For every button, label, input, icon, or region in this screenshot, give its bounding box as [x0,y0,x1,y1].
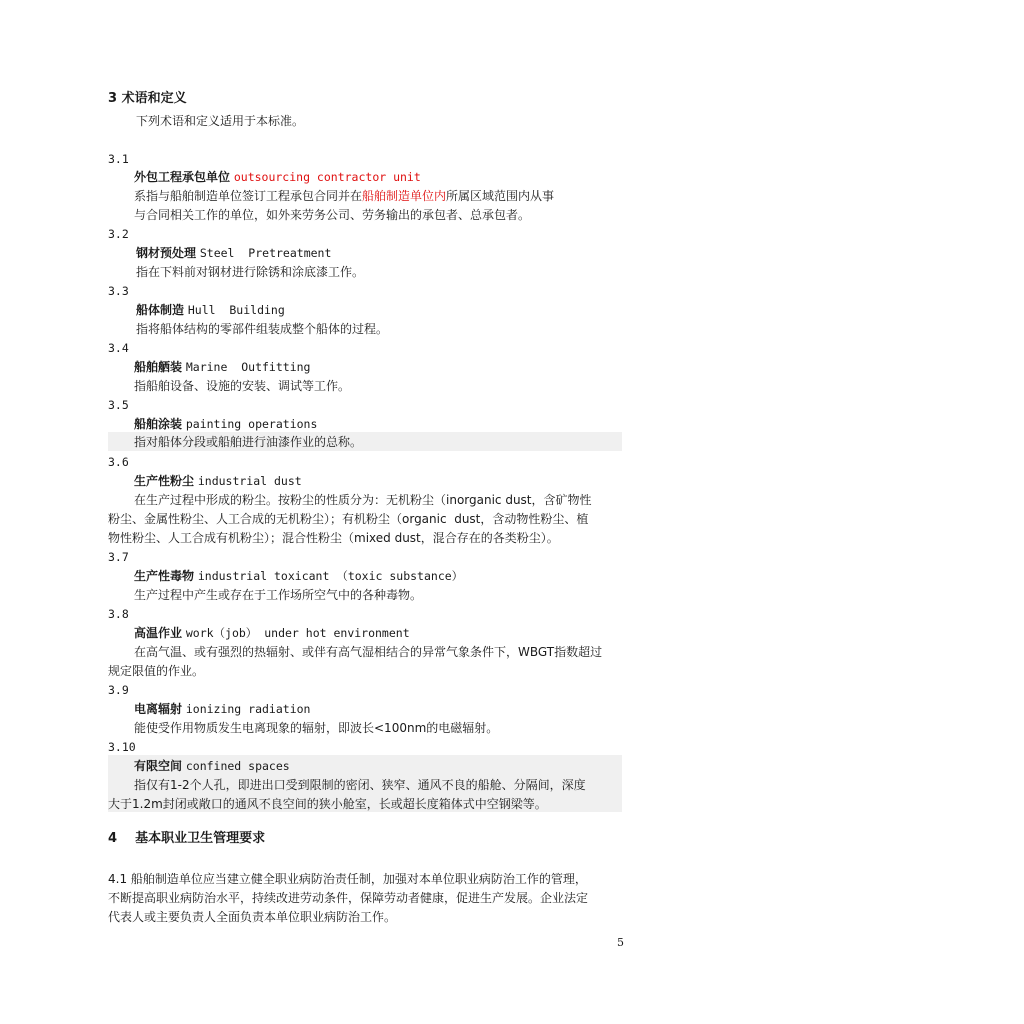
term-definition: 生产过程中产生或存在于工作场所空气中的各种毒物。 [134,588,423,602]
term-title [134,757,290,775]
term-definition: 能使受作用物质发生电离现象的辐射，即波长<100nm的电磁辐射。 [134,721,499,735]
page-number: 5 [617,936,624,949]
term-cn: 生产性粉尘 [134,474,195,488]
term-number: 3.5 [108,398,129,412]
term-definition: 指将船体结构的零部件组装成整个船体的过程。 [136,322,389,336]
term-en: outsourcing contractor unit [233,170,421,184]
term-number: 3.8 [108,607,129,621]
section-4-paragraph: 4.1 船舶制造单位应当建立健全职业病防治责任制，加强对本单位职业病防治工作的管理， [108,872,587,886]
section-4-heading: 4 基本职业卫生管理要求 [108,831,266,846]
term-title [134,700,310,718]
term-en: industrial toxicant （toxic substance） [197,569,464,583]
term-en: Marine Outfitting [185,360,311,374]
term-definition: 粉尘、金属性粉尘、人工合成的无机粉尘）；有机粉尘（organic dust，含动物性粉尘、植 [108,512,589,526]
term-definition: 在生产过程中形成的粉尘。按粉尘的性质分为：无机粉尘（inorganic dust，含矿物性 [134,493,592,507]
term-definition: 指仅有1-2个人孔，即进出口受到限制的密闭、狭窄、通风不良的船舱、分隔间，深度 [134,778,586,792]
term-title [134,472,302,490]
term-en: work（job） under hot environment [185,626,410,640]
term-number: 3.3 [108,284,129,298]
def-highlight: 船舶制造单位内 [362,189,447,203]
def-text: 系指与船舶制造单位签订工程承包合同并在 [134,189,363,203]
term-title [134,358,310,376]
term-number: 3.7 [108,550,129,564]
term-cn: 船舶舾装 [134,360,183,374]
term-cn: 有限空间 [134,759,183,773]
term-definition: 指对船体分段或船舶进行油漆作业的总称。 [134,435,363,449]
term-number: 3.6 [108,455,129,469]
term-number: 3.2 [108,227,129,241]
term-title [134,567,463,585]
term-cn: 生产性毒物 [134,569,195,583]
term-number: 3.4 [108,341,129,355]
term-definition: 规定限值的作业。 [108,664,205,678]
term-en: Hull Building [187,303,285,317]
term-definition: 与合同相关工作的单位，如外来劳务公司、劳务输出的承包者、总承包者。 [134,208,531,222]
term-title [136,244,331,262]
term-en: Steel Pretreatment [199,246,332,260]
term-definition: 指在下料前对钢材进行除锈和涂底漆工作。 [136,265,365,279]
term-title [134,624,410,642]
term-definition: 指船舶设备、设施的安装、调试等工作。 [134,379,351,393]
term-title [134,415,317,433]
term-number: 3.1 [108,152,129,166]
term-number: 3.9 [108,683,129,697]
term-cn: 船体制造 [136,303,185,317]
section-3-intro: 下列术语和定义适用于本标准。 [136,114,305,128]
term-definition: 大于1.2m封闭或敞口的通风不良空间的狭小舱室，长或超长度箱体式中空钢梁等。 [108,797,547,811]
term-en: confined spaces [185,759,290,773]
term-title [136,301,285,319]
term-en: ionizing radiation [185,702,311,716]
term-en: painting operations [185,417,318,431]
term-cn: 电离辐射 [134,702,183,716]
term-definition [134,187,554,205]
section-4-paragraph: 不断提高职业病防治水平，持续改进劳动条件，保障劳动者健康，促进生产发展。企业法定 [108,891,589,905]
section-3-heading: 3 术语和定义 [108,91,187,106]
term-en: industrial dust [197,474,302,488]
term-definition: 物性粉尘、人工合成有机粉尘）；混合性粉尘（mixed dust，混合存在的各类粉尘）。 [108,531,559,545]
term-definition: 在高气温、或有强烈的热辐射、或伴有高气湿相结合的异常气象条件下，WBGT指数超过 [134,645,603,659]
term-cn: 钢材预处理 [136,246,197,260]
def-text: 所属区域范围内从事 [446,189,555,203]
term-cn: 外包工程承包单位 [134,170,231,184]
term-number: 3.10 [108,740,136,754]
section-4-paragraph: 代表人或主要负责人全面负责本单位职业病防治工作。 [108,910,397,924]
term-cn: 高温作业 [134,626,183,640]
term-cn: 船舶涂装 [134,417,183,431]
term-title [134,168,421,186]
